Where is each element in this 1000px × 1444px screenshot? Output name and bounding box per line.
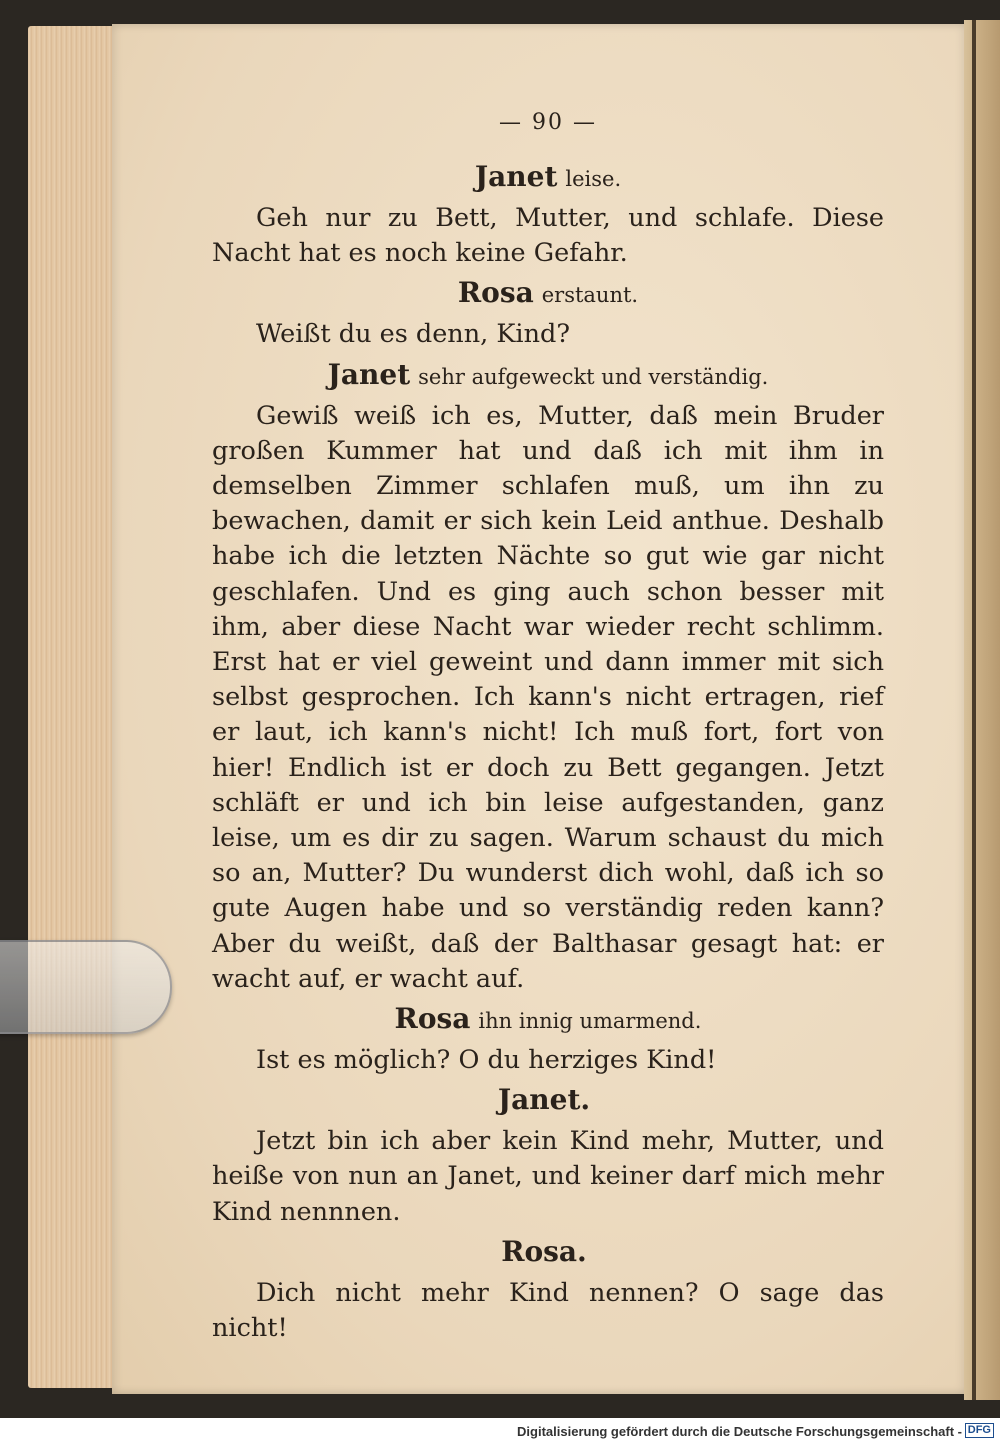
facing-page-edge [964,20,1000,1400]
speaker-name: Rosa. [501,1234,587,1268]
speaker-name: Rosa [394,1002,471,1036]
speaker-line [212,271,884,317]
speaker-line [212,155,884,201]
binding-shadow [972,20,976,1400]
speech-paragraph: Jetzt bin ich aber kein Kind mehr, Mutter, und heiße von nun an Janet, und keiner darf mich mehr Kind nennnen. [212,1126,884,1227]
speech-paragraph: Geh nur zu Bett, Mutter, und schlafe. Diese Nacht hat es noch keine Gefahr. [212,203,884,269]
dfg-logo: DFG [965,1423,994,1438]
stage-direction: leise. [565,167,622,191]
bookmark-tab [0,940,172,1034]
speech-paragraph: Gewiß weiß ich es, Mutter, daß mein Bruder großen Kummer hat und daß ich mit ihm in demselben Zimmer schlafen muß, um ihn zu bewachen, damit er sich kein Leid anthue. Deshalb habe ich die letzten Nächte so gut wie gar nicht geschlafen. Und es ging auch schon besser mit ihm, aber diese Nacht war wieder recht schlimm. Erst hat er viel geweint und dann immer mit sich selbst gesprochen. Ich kann's nicht ertragen, rief er laut, ich kann's nicht! Ich muß fort, fort von hier! Endlich ist er doch zu Bett gegangen. Jetzt schläft er und ich bin leise aufgestanden, ganz leise, um es dir zu sagen. Warum schaust du mich so an, Mutter? Du wunderst dich wohl, daß ich so gute Augen habe und so verständig reden kann? Aber du weißt, daß der Balthasar gesagt hat: er wacht auf, er wacht auf. [212,400,884,994]
speech-paragraph: Weißt du es denn, Kind? [256,319,570,350]
speaker-name: Janet [474,160,558,193]
speech-paragraph: Dich nicht mehr Kind nennen? O sage das nicht! [212,1277,884,1344]
stage-direction: erstaunt. [541,283,639,308]
footer [0,1418,1000,1444]
stage-direction: sehr aufgeweckt und verständig. [418,364,769,389]
speaker-name: Janet. [497,1083,591,1117]
page-text [212,110,884,1346]
speaker-line [212,1230,884,1276]
speech-paragraph: Ist es möglich? O du herziges Kind! [256,1045,717,1076]
stage-direction: ihn innig umarmend. [478,1009,702,1034]
speaker-line [212,353,884,399]
funding-credit: Digitalisierung gefördert durch die Deutsche Forschungsgemeinschaft - [517,1424,962,1439]
speaker-name: Janet [327,357,411,391]
page-number: — 90 — [499,110,597,135]
speaker-line [212,997,884,1043]
speaker-line [212,1078,884,1124]
speaker-name: Rosa [457,276,534,310]
